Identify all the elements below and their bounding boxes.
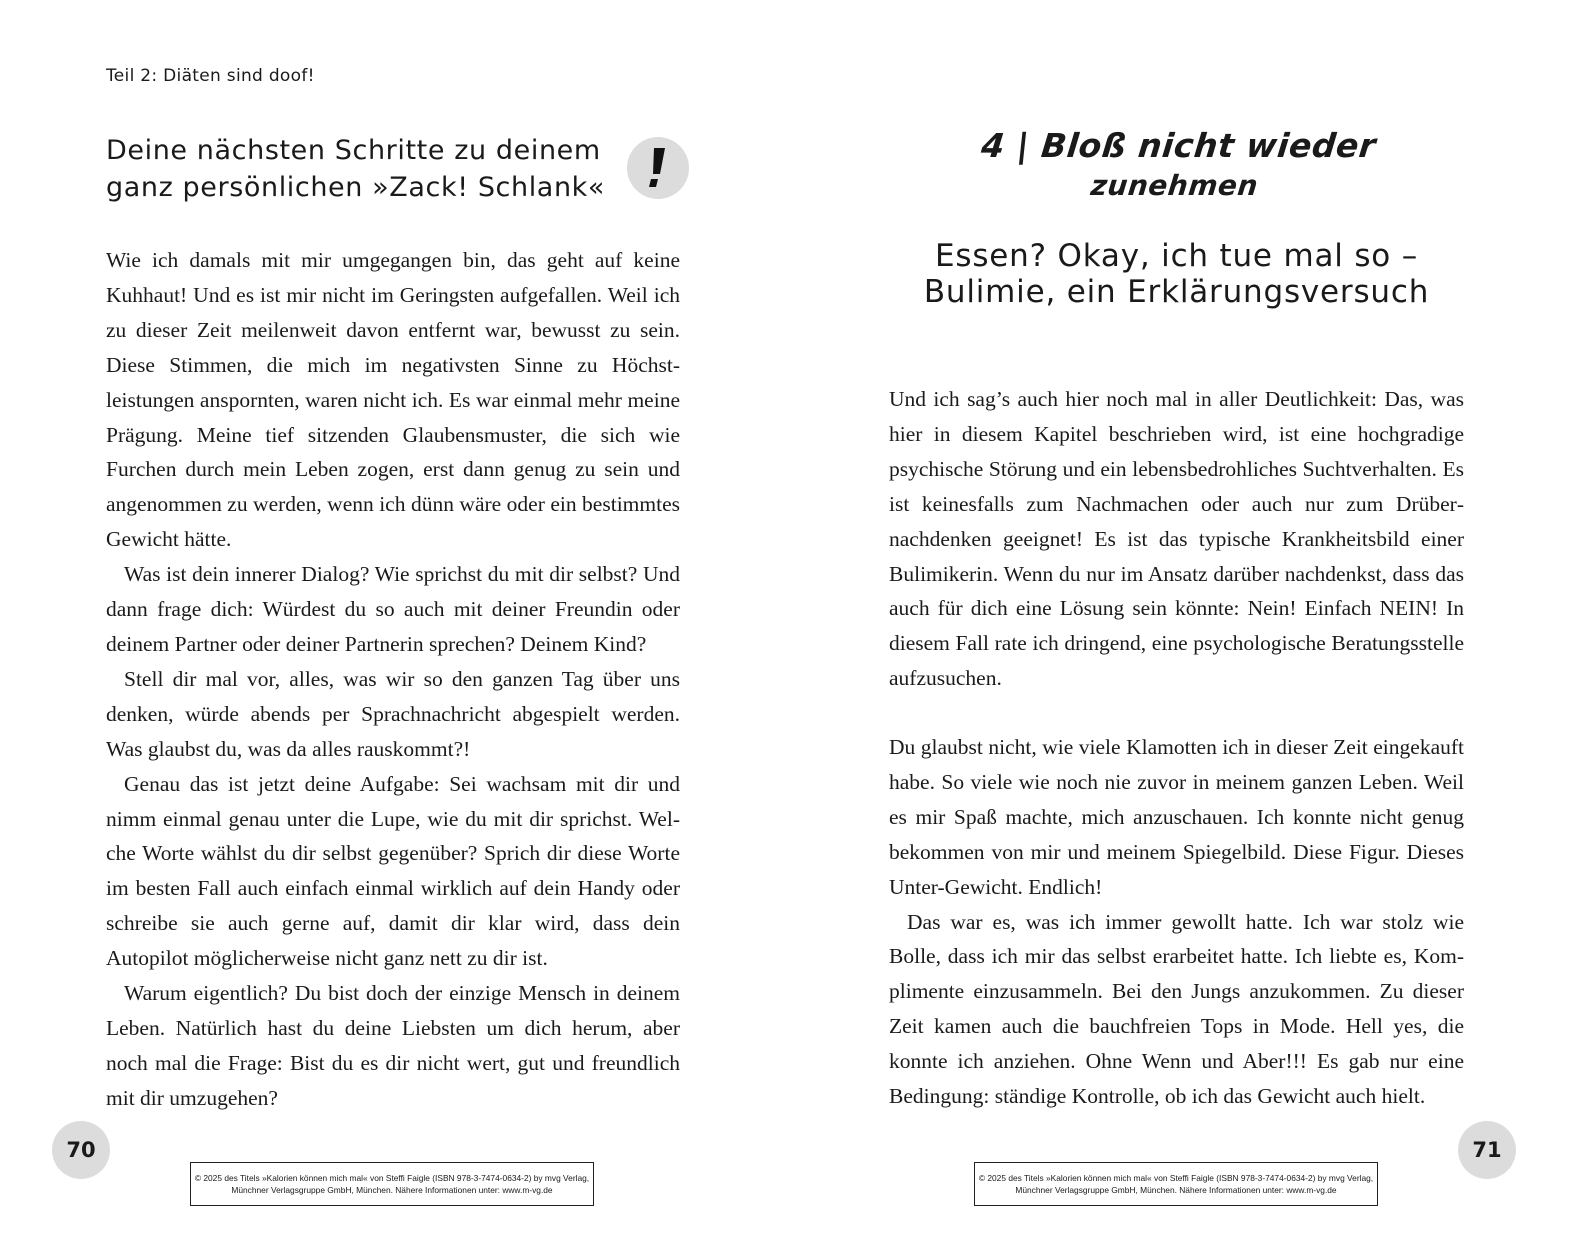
paragraph: Das war es, was ich immer gewollt hatte. Ich war stolz wie Bolle, dass ich mir das selbst erarbeitet hatte. Ich liebte es, Komplimente einzusammeln. Bei den Jungs anzukommen. Zu dieser Zeit kamen auch die bauchfreien Tops in Mode. Hell yes, die konnte ich anziehen. Ohne Wenn und Aber!!! Es gab nur eine Bedingung: ständige Kontrolle, ob ich das Gewicht auch hielt. xyxy=(889,909,1464,1109)
copyright-line: © 2025 des Titels »Kalorien können mich mal« von Steffi Faigle (ISBN 978-3-7474-0634-2) by mvg Verlag, xyxy=(194,1173,590,1183)
section-title-line: Bulimie, ein Erklärungsversuch xyxy=(923,274,1430,310)
right-body-text-1 xyxy=(889,382,1464,696)
left-body-text xyxy=(106,243,680,1116)
paragraph: Du glaubst nicht, wie viele Klamotten ich in dieser Zeit eingekauft habe. So viele wie noch nie zuvor in meinem ganzen Leben. Weil es mir Spaß machte, mich anzuschauen. Ich konnte nicht genug bekommen von mir und meinem Spiegelbild. Diese Figur. Dieses Unter-Gewicht. Endlich! xyxy=(889,735,1464,899)
paragraph: Wie ich damals mit mir umgegangen bin, das geht auf keine Kuhhaut! Und es ist mir nicht im Geringsten aufgefallen. Weil ich zu dieser Zeit meilenweit davon entfernt war, bewusst zu sein. Diese Stimmen, die mich im negativsten Sinne zu Höchstleistungen anspornten, waren nicht ich. Es war einmal mehr meine Prägung. Meine tief sitzenden Glaubensmuster, die sich wie Furchen durch mein Leben zogen, erst dann genug zu sein und angenommen zu werden, wenn ich dünn wäre oder ein bestimmtes Gewicht hätte. xyxy=(106,248,680,552)
box-title-line: ganz persönlichen »Zack! Schlank« xyxy=(106,172,606,203)
copyright-notice xyxy=(974,1162,1378,1206)
section-title-line: Essen? Okay, ich tue mal so – xyxy=(935,238,1418,274)
copyright-notice xyxy=(190,1162,594,1206)
section-title xyxy=(889,238,1464,310)
right-body-text-2 xyxy=(889,730,1464,1114)
page-number: 71 xyxy=(1458,1121,1516,1179)
page-number: 70 xyxy=(52,1121,110,1179)
paragraph: Warum eigentlich? Du bist doch der einzige Mensch in deinem Leben. Natürlich hast du deine Liebsten um dich herum, aber noch mal die Frage: Bist du es dir nicht wert, gut und freundlich mit dir umzugehen? xyxy=(106,981,680,1110)
copyright-line: Münchner Verlagsgruppe GmbH, München. Nähere Informationen unter: www.m-vg.de xyxy=(231,1185,553,1195)
paragraph: Genau das ist jetzt deine Aufgabe: Sei wachsam mit dir und nimm einmal genau unter die Lupe, wie du mit dir sprichst. Welche Worte wählst du dir selbst gegenüber? Sprich dir diese Worte im besten Fall auch einfach einmal wirklich auf dein Handy oder schreibe sie auch gerne auf, damit dir klar wird, dass dein Autopilot möglicherweise nicht ganz nett zu dir ist. xyxy=(106,771,680,971)
copyright-line: Münchner Verlagsgruppe GmbH, München. Nähere Informationen unter: www.m-vg.de xyxy=(1015,1185,1337,1195)
chapter-heading-line: 4 | Bloß nicht wieder xyxy=(979,126,1378,165)
chapter-heading-line: zunehmen xyxy=(1089,169,1260,202)
copyright-line: © 2025 des Titels »Kalorien können mich mal« von Steffi Faigle (ISBN 978-3-7474-0634-2) by mvg Verlag, xyxy=(978,1173,1374,1183)
paragraph: Stell dir mal vor, alles, was wir so den ganzen Tag über uns denken, würde abends per Sprachnachricht abgespielt werden. Was glaubst du, was da alles rauskommt?! xyxy=(106,666,680,761)
box-title xyxy=(106,132,626,206)
paragraph: Und ich sag’s auch hier noch mal in aller Deutlichkeit: Das, was hier in diesem Kapitel beschrieben wird, ist eine hochgradige psychische Störung und ein lebensbedrohliches Suchtverhalten. Es ist keinesfalls zum Nachmachen oder auch nur zum Drübernachdenken geeignet! Es ist das typische Krankheitsbild einer Bulimikerin. Wenn du nur im Ansatz darüber nachdenkst, dass das auch für dich eine Lösung sein könnte: Nein! Einfach NEIN! In diesem Fall rate ich dringend, eine psychologische Beratungsstelle aufzusuchen. xyxy=(889,387,1464,691)
paragraph: Was ist dein innerer Dialog? Wie sprichst du mit dir selbst? Und dann frage dich: Würdest du so auch mit deiner Freundin oder deinem Partner oder deiner Partnerin sprechen? Deinem Kind? xyxy=(106,562,680,656)
chapter-heading xyxy=(885,126,1468,206)
exclamation-icon xyxy=(643,146,673,190)
exclamation-badge xyxy=(627,137,689,199)
running-head: Teil 2: Diäten sind doof! xyxy=(106,66,315,86)
box-title-line: Deine nächsten Schritte zu deinem xyxy=(106,135,601,166)
